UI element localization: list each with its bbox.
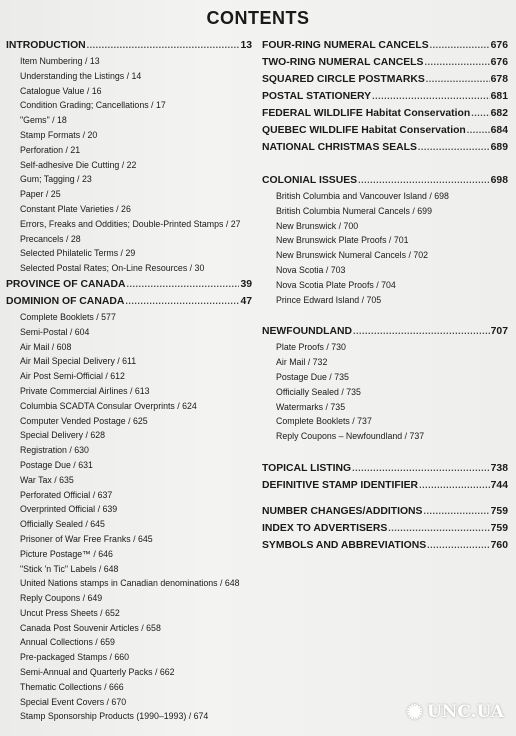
dot-leader	[125, 293, 239, 310]
toc-subentry	[262, 293, 508, 308]
sunburst-icon: ✺	[406, 700, 423, 724]
toc-subentry	[262, 233, 508, 248]
subentry-text: Picture Postage™ / 646	[20, 548, 113, 559]
subentry-text: Precancels / 28	[20, 233, 81, 244]
toc-subentry	[6, 576, 252, 591]
subentry-text: Condition Grading; Cancellations / 17	[20, 100, 166, 111]
toc-subentry	[262, 370, 508, 385]
toc-subentry	[6, 547, 252, 562]
toc-subentry	[6, 158, 252, 173]
subentry-text: Perforated Official / 637	[20, 489, 113, 500]
page-title: CONTENTS	[206, 8, 310, 28]
toc-subentry	[262, 189, 508, 204]
toc-subentry	[6, 69, 252, 84]
toc-subentry	[6, 399, 252, 414]
toc-section-entry	[262, 88, 508, 105]
toc-section-entry	[262, 122, 508, 139]
section-title: QUEBEC WILDLIFE Habitat Conservation	[262, 125, 466, 136]
section-title: INTRODUCTION	[6, 40, 86, 51]
toc-subentry	[6, 443, 252, 458]
dot-leader	[388, 520, 489, 537]
toc-section-entry	[262, 537, 508, 554]
page-number: 13	[240, 40, 252, 51]
toc-section-entry	[6, 293, 252, 310]
toc-section-entry	[262, 323, 508, 340]
page-number: 759	[490, 505, 508, 517]
subentry-text: "Gems" / 18	[20, 115, 67, 126]
toc-subentry	[6, 680, 252, 695]
toc-subentry	[6, 232, 252, 247]
subentry-text: Paper / 25	[20, 189, 61, 200]
page-number: 678	[490, 74, 508, 85]
subentry-text: Nova Scotia Plate Proofs / 704	[276, 279, 396, 290]
subentry-text: Self-adhesive Die Cutting / 22	[20, 159, 137, 170]
toc-section-entry	[262, 54, 508, 71]
dot-leader	[427, 537, 490, 554]
subentry-text: Reply Coupons / 649	[20, 593, 103, 604]
toc-subentry	[6, 384, 252, 399]
subentry-text: Selected Philatelic Terms / 29	[20, 248, 136, 259]
toc-subentry	[6, 369, 252, 384]
dot-leader	[467, 122, 490, 139]
toc-section-entry	[262, 460, 508, 477]
subentry-text: Stamp Sponsorship Products (1990–1993) / 674	[20, 711, 209, 722]
toc-subentry	[262, 219, 508, 234]
subentry-text: Complete Booklets / 737	[276, 416, 372, 427]
toc-subentry	[262, 263, 508, 278]
section-title: SQUARED CIRCLE POSTMARKS	[262, 74, 425, 85]
section-spacer	[262, 156, 508, 172]
section-spacer	[262, 494, 508, 503]
subentry-text: Postage Due / 631	[20, 459, 93, 470]
toc-subentry	[262, 204, 508, 219]
toc-subentry	[262, 400, 508, 415]
section-title: INDEX TO ADVERTISERS	[262, 522, 388, 534]
subentry-text: British Columbia and Vancouver Island / 698	[276, 191, 449, 201]
section-title: PROVINCE OF CANADA	[6, 278, 126, 290]
toc-subentry	[6, 202, 252, 217]
page-number: 698	[490, 175, 508, 186]
page-number: 707	[490, 326, 508, 338]
page-number: 676	[490, 57, 508, 68]
subentry-text: Uncut Press Sheets / 652	[20, 607, 120, 618]
toc-left-column	[6, 37, 252, 724]
toc-subentry	[6, 246, 252, 261]
toc-subentry	[6, 113, 252, 128]
toc-subentry	[262, 385, 508, 400]
toc-subentry	[6, 621, 252, 636]
subentry-text: Air Mail Special Delivery / 611	[20, 356, 137, 367]
subentry-text: Officially Sealed / 735	[276, 386, 361, 397]
toc-subentry	[6, 325, 252, 340]
toc-subentry	[6, 354, 252, 369]
page-number: 689	[490, 142, 508, 153]
toc-subentry	[6, 414, 252, 429]
subentry-text: New Brunswick Numeral Cancels / 702	[276, 250, 429, 261]
subentry-text: Selected Postal Rates; On-Line Resources / 30	[20, 263, 205, 274]
subentry-text: Constant Plate Varieties / 26	[20, 203, 131, 214]
section-title: NUMBER CHANGES/ADDITIONS	[262, 505, 423, 517]
subentry-text: Semi-Annual and Quarterly Packs / 662	[20, 667, 175, 678]
subentry-text: Special Event Covers / 670	[20, 696, 127, 707]
subentry-text: Columbia SCADTA Consular Overprints / 624	[20, 400, 197, 411]
subentry-text: Stamp Formats / 20	[20, 129, 98, 140]
subentry-text: Nova Scotia / 703	[276, 264, 346, 275]
dot-leader	[372, 88, 490, 105]
subentry-text: Computer Vended Postage / 625	[20, 415, 148, 426]
dot-leader	[426, 71, 490, 88]
subentry-text: United Nations stamps in Canadian denominations / 648	[20, 578, 240, 589]
subentry-text: Semi-Postal / 604	[20, 326, 90, 337]
toc-section-entry	[262, 37, 508, 54]
toc-section-entry	[6, 276, 252, 293]
subentry-text: Officially Sealed / 645	[20, 519, 105, 530]
section-title: SYMBOLS AND ABBREVIATIONS	[262, 539, 427, 551]
page-number: 47	[240, 295, 252, 307]
subentry-text: Plate Proofs / 730	[276, 342, 346, 353]
section-title: TWO-RING NUMERAL CANCELS	[262, 57, 424, 68]
toc-subentry	[6, 54, 252, 69]
toc-subentry	[262, 414, 508, 429]
toc-subentry	[262, 278, 508, 293]
toc-section-entry	[262, 172, 508, 189]
subentry-text: Registration / 630	[20, 445, 89, 456]
toc-subentry	[6, 591, 252, 606]
subentry-text: Air Mail / 608	[20, 341, 72, 352]
section-spacer	[262, 307, 508, 323]
subentry-text: Understanding the Listings / 14	[20, 70, 142, 81]
subentry-text: Air Post Semi-Official / 612	[20, 371, 125, 382]
dot-leader	[353, 323, 490, 340]
dot-leader	[430, 37, 490, 54]
toc-section-entry	[262, 503, 508, 520]
section-title: FOUR-RING NUMERAL CANCELS	[262, 40, 429, 51]
toc-subentry	[6, 310, 252, 325]
toc-section-entry	[262, 139, 508, 156]
subentry-text: Errors, Freaks and Oddities; Double-Printed Stamps / 27	[20, 218, 241, 229]
watermark	[406, 700, 504, 724]
toc-subentry	[6, 458, 252, 473]
subentry-text: Air Mail / 732	[276, 357, 328, 368]
toc-section-entry	[262, 477, 508, 494]
toc-subentry	[6, 128, 252, 143]
subentry-text: Pre-packaged Stamps / 660	[20, 652, 130, 663]
section-title: DEFINITIVE STAMP IDENTIFIER	[262, 479, 419, 491]
dot-leader	[127, 276, 240, 293]
subentry-text: Special Delivery / 628	[20, 430, 106, 441]
page-number: 744	[490, 479, 508, 491]
subentry-text: New Brunswick / 700	[276, 220, 359, 231]
toc-subentry	[6, 428, 252, 443]
dot-leader	[423, 503, 489, 520]
subentry-text: Postage Due / 735	[276, 371, 349, 382]
dot-leader	[424, 54, 489, 71]
subentry-text: New Brunswick Plate Proofs / 701	[276, 235, 409, 246]
toc-subentry	[6, 143, 252, 158]
dot-leader	[352, 460, 490, 477]
section-title: POSTAL STATIONERY	[262, 91, 372, 102]
subentry-text: War Tax / 635	[20, 474, 74, 485]
toc-subentry	[6, 473, 252, 488]
toc-subentry	[6, 187, 252, 202]
dot-leader	[419, 477, 490, 494]
watermark-text: UNC.UA	[426, 702, 504, 722]
page-number: 676	[490, 40, 508, 51]
subentry-text: Perforation / 21	[20, 144, 81, 155]
toc-subentry	[6, 502, 252, 517]
dot-leader	[471, 105, 489, 122]
subentry-text: Item Numbering / 13	[20, 56, 100, 66]
subentry-text: Reply Coupons – Newfoundland / 737	[276, 431, 425, 442]
toc-subentry	[6, 650, 252, 665]
toc-right-column	[262, 37, 508, 554]
page-number: 759	[490, 522, 508, 534]
subentry-text: Overprinted Official / 639	[20, 504, 118, 515]
toc-section-entry	[262, 71, 508, 88]
subentry-text: "Stick 'n Tic" Labels / 648	[20, 563, 119, 574]
subentry-text: Annual Collections / 659	[20, 637, 115, 648]
subentry-text: Catalogue Value / 16	[20, 85, 102, 96]
toc-section-entry	[6, 37, 252, 54]
page-number: 681	[490, 91, 508, 102]
toc-subentry	[6, 217, 252, 232]
toc-subentry	[262, 248, 508, 263]
toc-subentry	[262, 429, 508, 444]
subentry-text: Prince Edward Island / 705	[276, 294, 382, 305]
toc-section-entry	[262, 105, 508, 122]
toc-section-entry	[262, 520, 508, 537]
section-title: FEDERAL WILDLIFE Habitat Conservation	[262, 108, 471, 119]
toc-subentry	[6, 340, 252, 355]
toc-subentry	[6, 517, 252, 532]
subentry-text: British Columbia Numeral Cancels / 699	[276, 205, 432, 216]
toc-subentry	[262, 355, 508, 370]
section-title: TOPICAL LISTING	[262, 462, 352, 474]
subentry-text: Thematic Collections / 666	[20, 681, 124, 692]
subentry-text: Watermarks / 735	[276, 401, 346, 412]
section-title: DOMINION OF CANADA	[6, 295, 125, 307]
dot-leader	[358, 172, 490, 189]
toc-subentry	[6, 488, 252, 503]
page-number: 760	[490, 539, 508, 551]
subentry-text: Private Commercial Airlines / 613	[20, 385, 150, 396]
page-number: 684	[490, 125, 508, 136]
page-number: 39	[240, 278, 252, 290]
toc-subentry	[6, 635, 252, 650]
toc-subentry	[6, 261, 252, 276]
dot-leader	[87, 37, 240, 54]
toc-subentry	[6, 695, 252, 710]
subentry-text: Prisoner of War Free Franks / 645	[20, 533, 153, 544]
section-spacer	[262, 444, 508, 460]
section-title: NEWFOUNDLAND	[262, 326, 353, 338]
toc-subentry	[6, 606, 252, 621]
subentry-text: Complete Booklets / 577	[20, 311, 116, 322]
subentry-text: Canada Post Souvenir Articles / 658	[20, 622, 161, 633]
section-title: NATIONAL CHRISTMAS SEALS	[262, 142, 417, 153]
toc-subentry	[6, 562, 252, 577]
toc-subentry	[6, 84, 252, 99]
subentry-text: Gum; Tagging / 23	[20, 174, 92, 185]
page-number: 682	[490, 108, 508, 119]
toc-subentry	[6, 98, 252, 113]
page-number: 738	[490, 462, 508, 474]
toc-subentry	[6, 172, 252, 187]
dot-leader	[418, 139, 490, 156]
toc-subentry	[6, 709, 252, 724]
toc-subentry	[262, 340, 508, 355]
section-title: COLONIAL ISSUES	[262, 175, 358, 186]
toc-subentry	[6, 665, 252, 680]
toc-subentry	[6, 532, 252, 547]
